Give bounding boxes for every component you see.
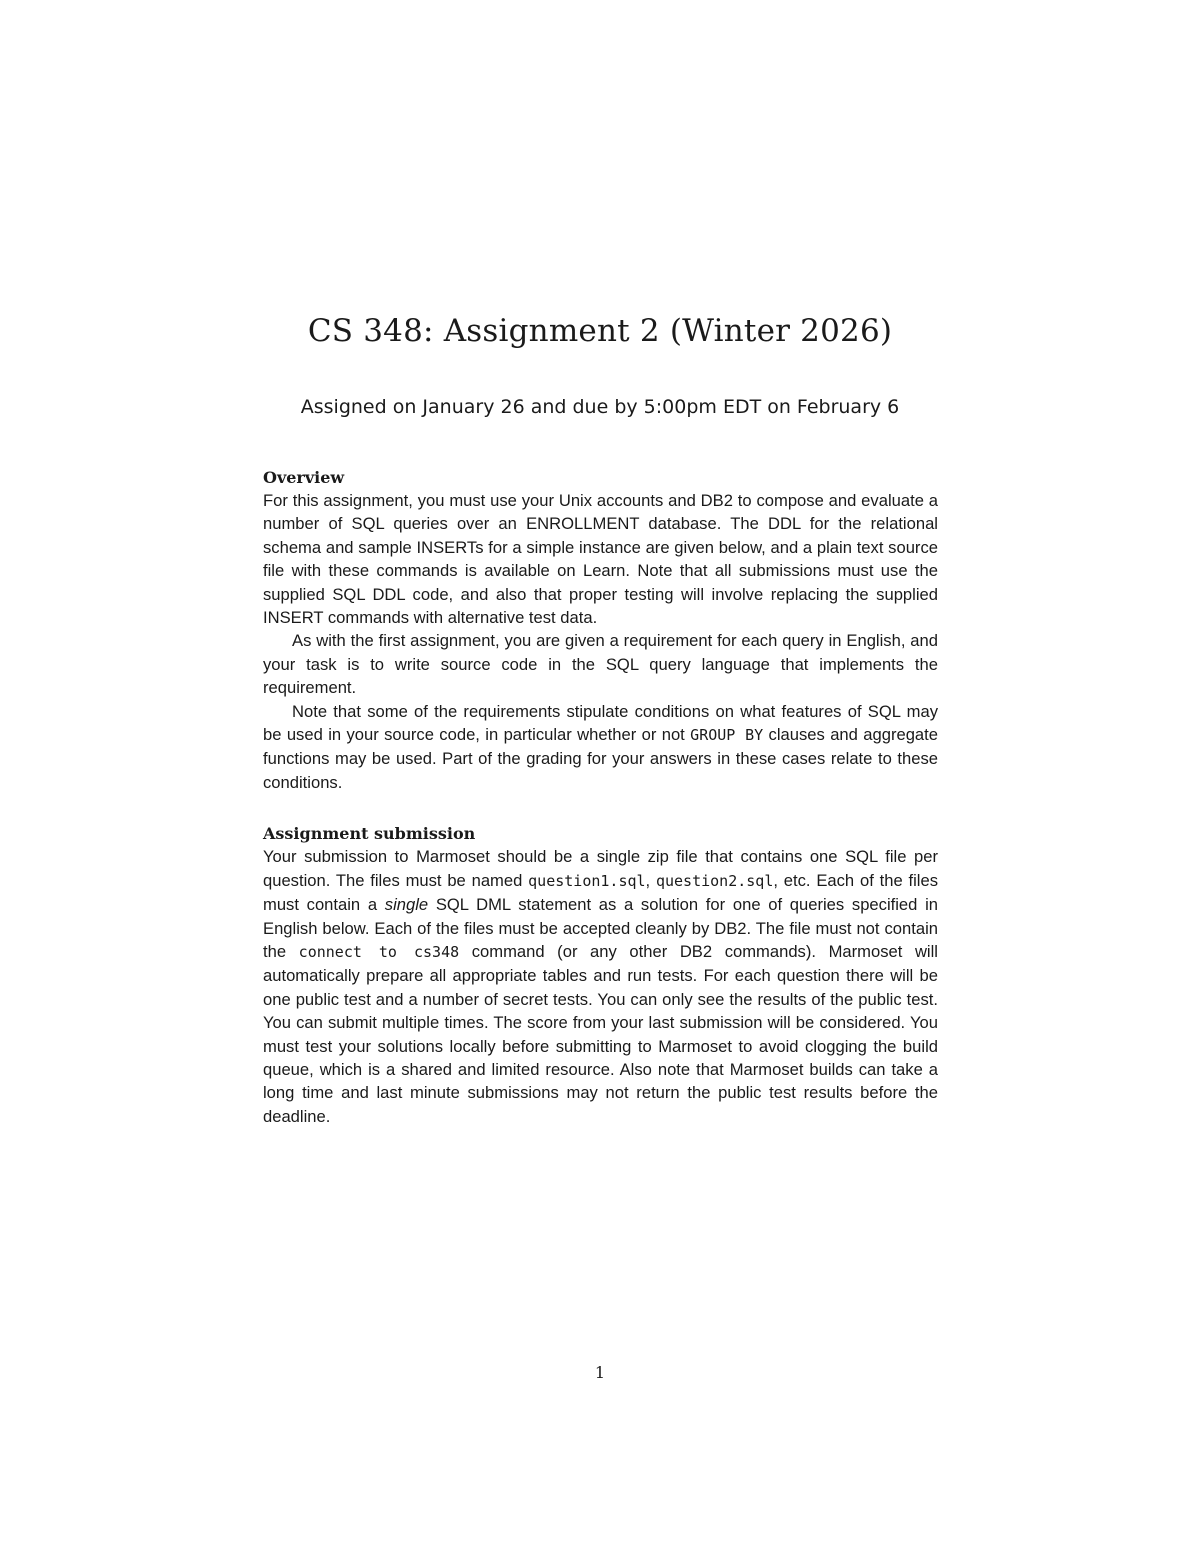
submission-text-1: Your submission to Marmoset should be a single zip file that contains one SQL file per question. The files must be named	[263, 847, 938, 890]
submission-text-2: ,	[645, 870, 656, 890]
submission-text-3: , etc. Each of the files must contain a	[263, 870, 938, 915]
overview-paragraph-3	[263, 700, 938, 795]
overview-heading: Overview	[263, 468, 345, 487]
filename-question1: question1.sql	[528, 871, 646, 890]
submission-text-5: command (or any other DB2 commands). Marmoset will automatically prepare all appropriate tables and run tests. For each question there will be one public test and a number of secret tests. You can only see the results of the public test. You can submit multiple times. The score from your last submission will be considered. You must test your solutions locally before submitting to Marmoset to avoid clogging the build queue, which is a shared and limited resource. Also note that Marmoset builds can take a long time and last minute submissions may not return the public test results before the deadline.	[263, 941, 938, 1126]
document-subtitle: Assigned on January 26 and due by 5:00pm EDT on February 6	[300, 396, 900, 418]
document-title: CS 348: Assignment 2 (Winter 2026)	[307, 313, 893, 349]
connect-command-code: connect to cs348	[298, 942, 460, 961]
emphasis-single: single	[384, 895, 429, 915]
submission-text-4: SQL DML statement as a solution for one of queries specified in English below. Each of the files must be accepted cleanly by DB2. The file must not contain the	[263, 895, 938, 961]
overview-paragraph-2: As with the first assignment, you are given a requirement for each query in English, and your task is to write source code in the SQL query language that implements the requirement.	[263, 631, 938, 698]
overview-paragraph-1: For this assignment, you must use your Unix accounts and DB2 to compose and evaluate a number of SQL queries over an ENROLLMENT database. The DDL for the relational schema and sample INSERTs for a simple instance are given below, and a plain text source file with these commands is available on Learn. Note that all submissions must use the supplied SQL DDL code, and also that proper testing will involve replacing the supplied INSERT commands with alternative test data.	[263, 491, 938, 628]
group-by-code: GROUP BY	[690, 726, 764, 745]
submission-paragraph	[263, 845, 938, 1128]
page-number: 1	[594, 1363, 606, 1382]
overview-p3-text-b: clauses and aggregate functions may be used. Part of the grading for your answers in these cases relate to these conditions.	[263, 725, 938, 792]
submission-heading: Assignment submission	[263, 824, 476, 844]
filename-question2: question2.sql	[655, 871, 774, 890]
overview-p3-text-a: Note that some of the requirements stipulate conditions on what features of SQL may be used in your source code, in particular whether or not	[263, 701, 938, 745]
section-spacer	[263, 794, 938, 822]
document-body	[263, 466, 938, 1128]
